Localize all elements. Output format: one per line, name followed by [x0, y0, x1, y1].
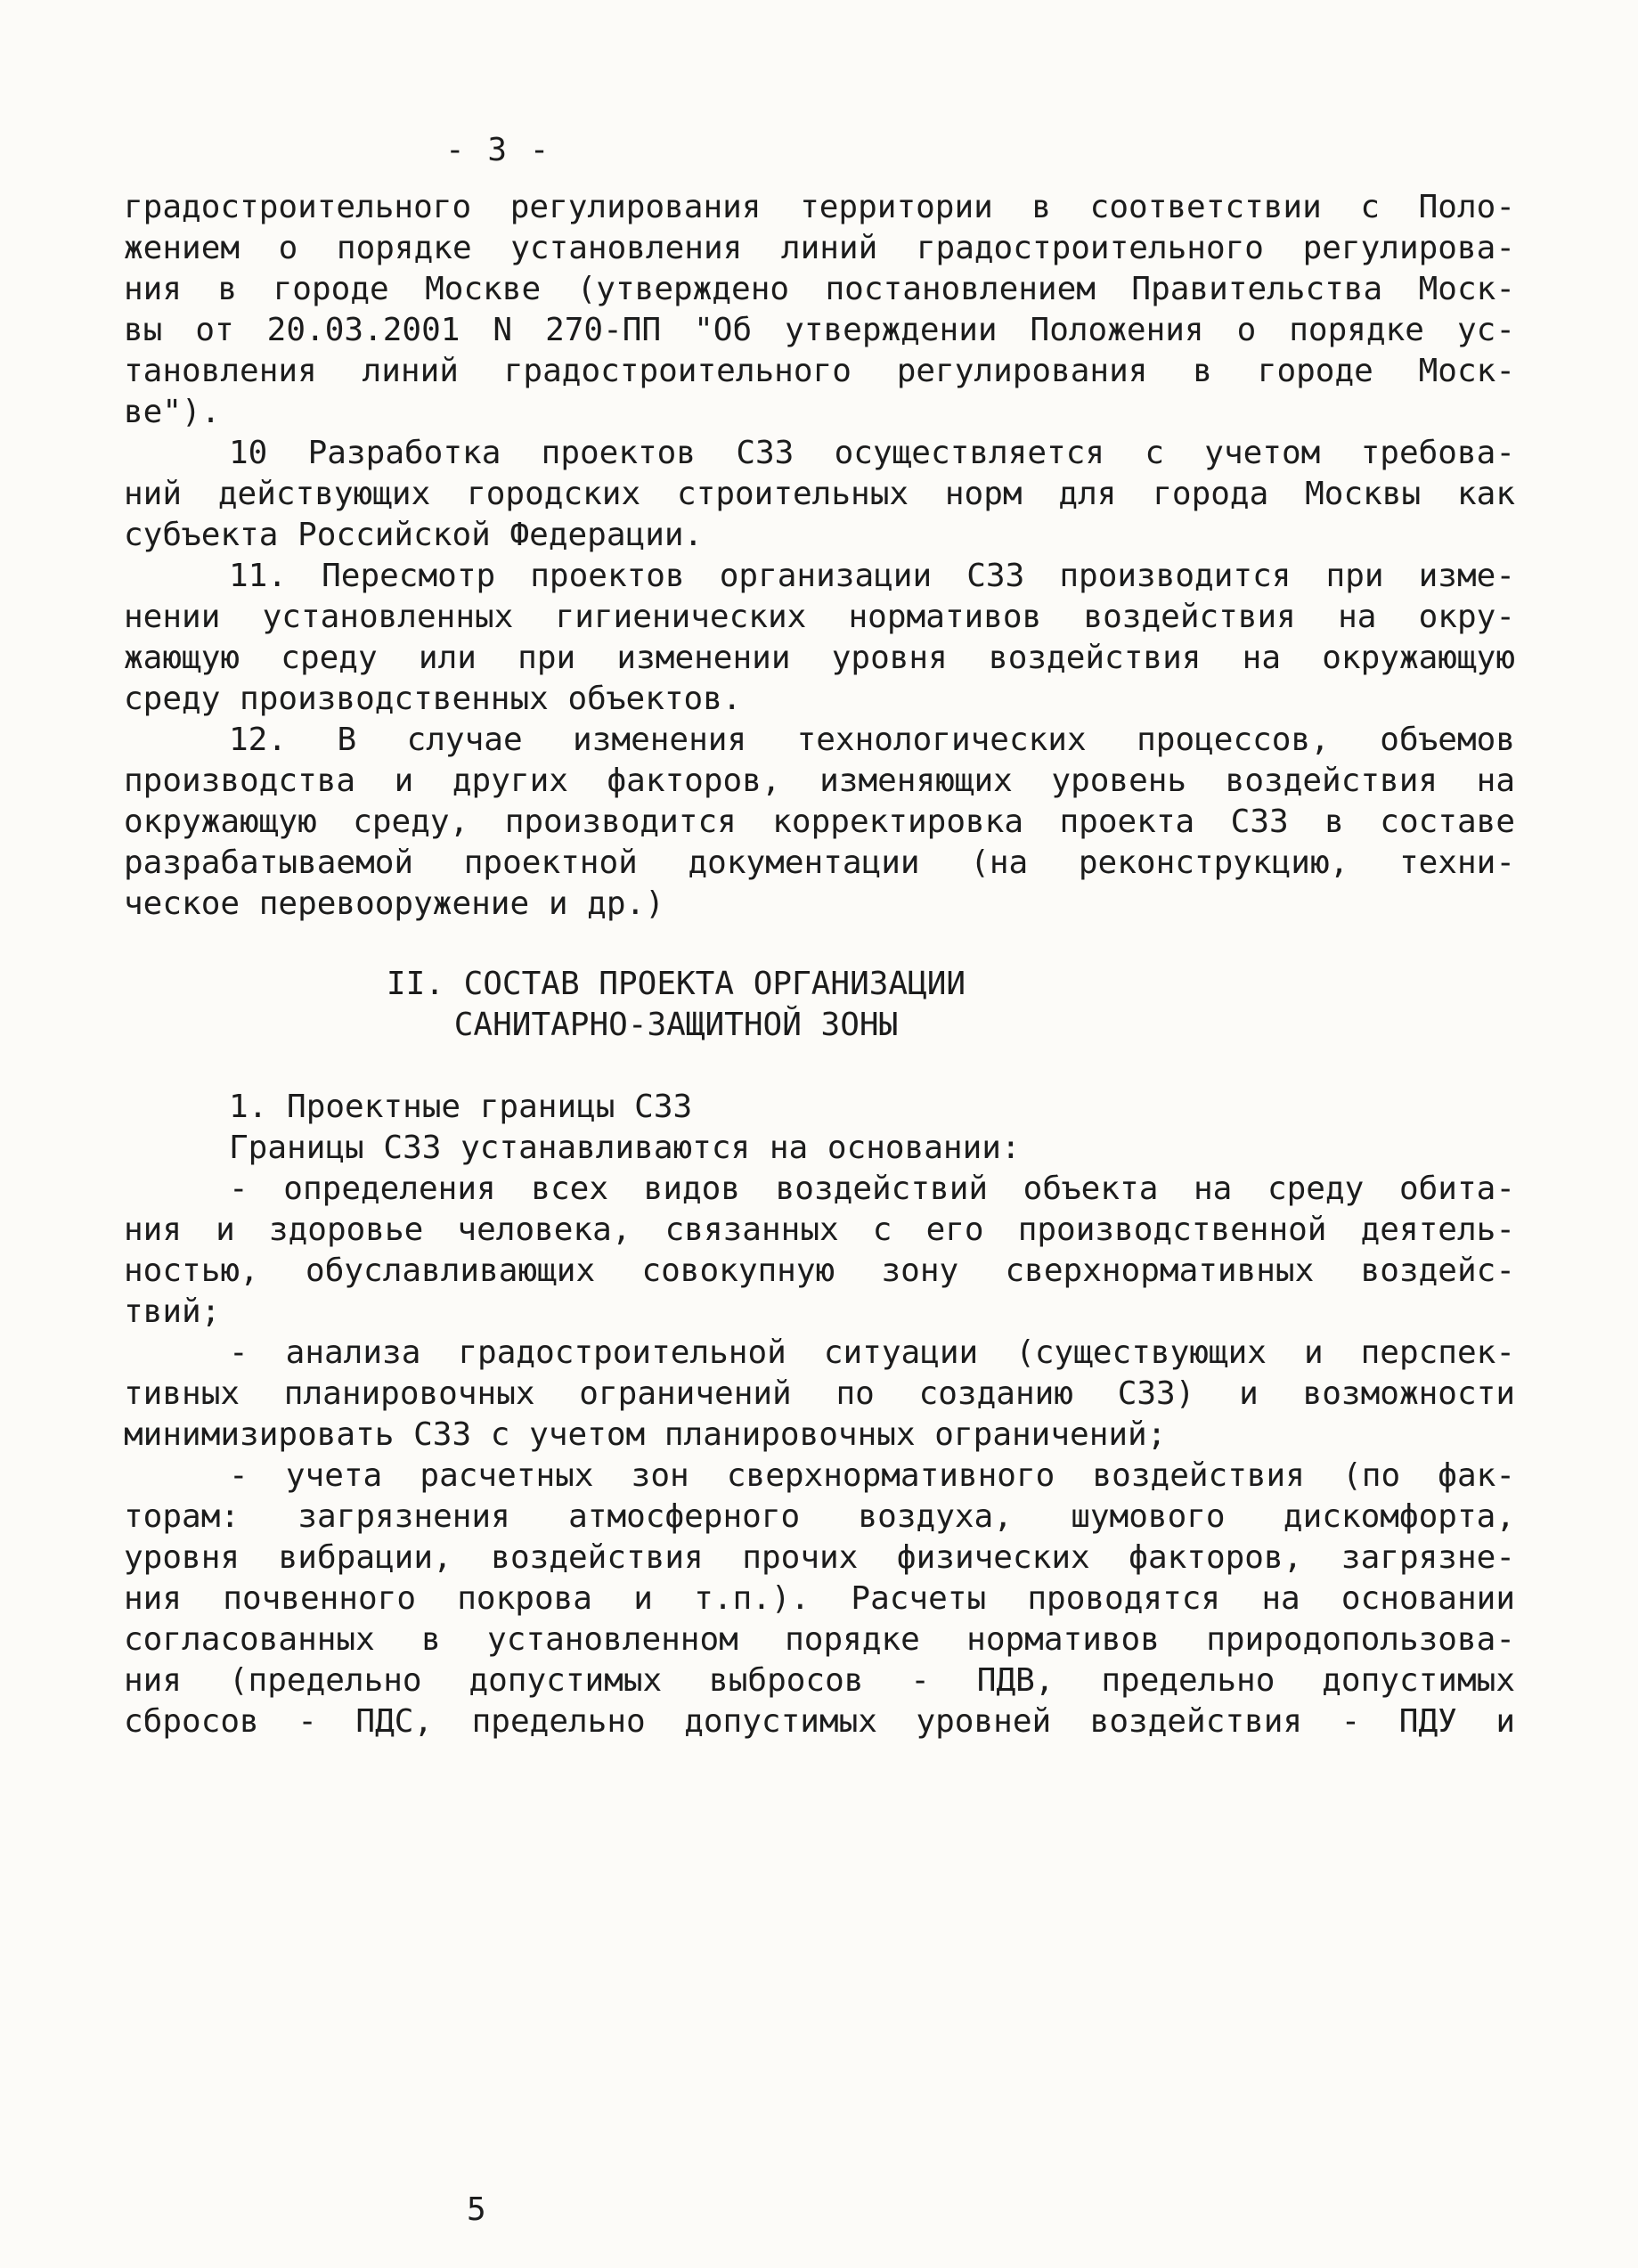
- text-line: - определения всех видов воздействий объекта на среду обита-: [229, 1171, 1515, 1207]
- section-heading-line-1: II. СОСТАВ ПРОЕКТА ОРГАНИЗАЦИИ: [386, 966, 966, 1002]
- text-line: разрабатываемой проектной документации (на реконструкцию, техни-: [124, 844, 1515, 881]
- document-body: [124, 187, 1515, 1742]
- text-line: ний действующих городских строительных норм для города Москвы как: [124, 476, 1515, 512]
- text-line: субъекта Российской Федерации.: [124, 517, 704, 553]
- text-line: тановления линий градостроительного регулирования в городе Моск-: [124, 353, 1515, 389]
- text-line: 12. В случае изменения технологических процессов, объемов: [229, 722, 1515, 758]
- text-line: - анализа градостроительной ситуации (существующих и перспек-: [229, 1334, 1515, 1371]
- text-line: 11. Пересмотр проектов организации СЗЗ производится при изме-: [229, 558, 1515, 594]
- text-line: сбросов - ПДС, предельно допустимых уровней воздействия - ПДУ и: [124, 1703, 1515, 1740]
- text-line: Границы СЗЗ устанавливаются на основании:: [229, 1130, 1021, 1166]
- text-line: твий;: [124, 1293, 221, 1330]
- section-heading: [124, 964, 1228, 1046]
- text-line: жающую среду или при изменении уровня воздействия на окружающую: [124, 640, 1515, 676]
- text-line: жением о порядке установления линий градостроительного регулирова-: [124, 230, 1515, 266]
- text-line: 1. Проектные границы СЗЗ: [229, 1089, 693, 1125]
- text-line: ния в городе Москве (утверждено постановлением Правительства Моск-: [124, 271, 1515, 307]
- text-line: тивных планировочных ограничений по созданию СЗЗ) и возможности: [124, 1375, 1515, 1412]
- section-heading-line-2: САНИТАРНО-ЗАЩИТНОЙ ЗОНЫ: [453, 1007, 899, 1043]
- text-line: ния почвенного покрова и т.п.). Расчеты проводятся на основании: [124, 1580, 1515, 1617]
- text-line: торам: загрязнения атмосферного воздуха, шумового дискомфорта,: [124, 1498, 1515, 1535]
- text-line: ческое перевооружение и др.): [124, 885, 664, 922]
- page-number-top: - 3 -: [445, 132, 551, 168]
- text-line: 10 Разработка проектов СЗЗ осуществляется с учетом требова-: [229, 435, 1515, 471]
- text-line: ния и здоровье человека, связанных с его производственной деятель-: [124, 1212, 1515, 1248]
- text-line: минимизировать СЗЗ с учетом планировочных ограничений;: [124, 1416, 1167, 1453]
- text-line: - учета расчетных зон сверхнормативного воздействия (по фак-: [229, 1457, 1515, 1494]
- paragraph-block-2: [124, 1087, 1515, 1742]
- text-line: ве").: [124, 394, 221, 430]
- text-line: окружающую среду, производится корректировка проекта СЗЗ в составе: [124, 804, 1515, 840]
- text-line: среду производственных объектов.: [124, 681, 742, 717]
- text-line: градостроительного регулирования территории в соответствии с Поло-: [124, 189, 1515, 225]
- text-line: вы от 20.03.2001 N 270-ПП "Об утверждении Положения о порядке ус-: [124, 312, 1515, 348]
- text-line: производства и других факторов, изменяющих уровень воздействия на: [124, 763, 1515, 799]
- text-line: согласованных в установленном порядке нормативов природопользова-: [124, 1621, 1515, 1658]
- text-line: нении установленных гигиенических нормативов воздействия на окру-: [124, 599, 1515, 635]
- text-line: уровня вибрации, воздействия прочих физических факторов, загрязне-: [124, 1539, 1515, 1576]
- text-line: ностью, обуславливающих совокупную зону сверхнормативных воздейс-: [124, 1252, 1515, 1289]
- page-number-bottom: 5: [467, 2191, 486, 2228]
- text-line: ния (предельно допустимых выбросов - ПДВ, предельно допустимых: [124, 1662, 1515, 1699]
- paragraph-block-1: [124, 187, 1515, 925]
